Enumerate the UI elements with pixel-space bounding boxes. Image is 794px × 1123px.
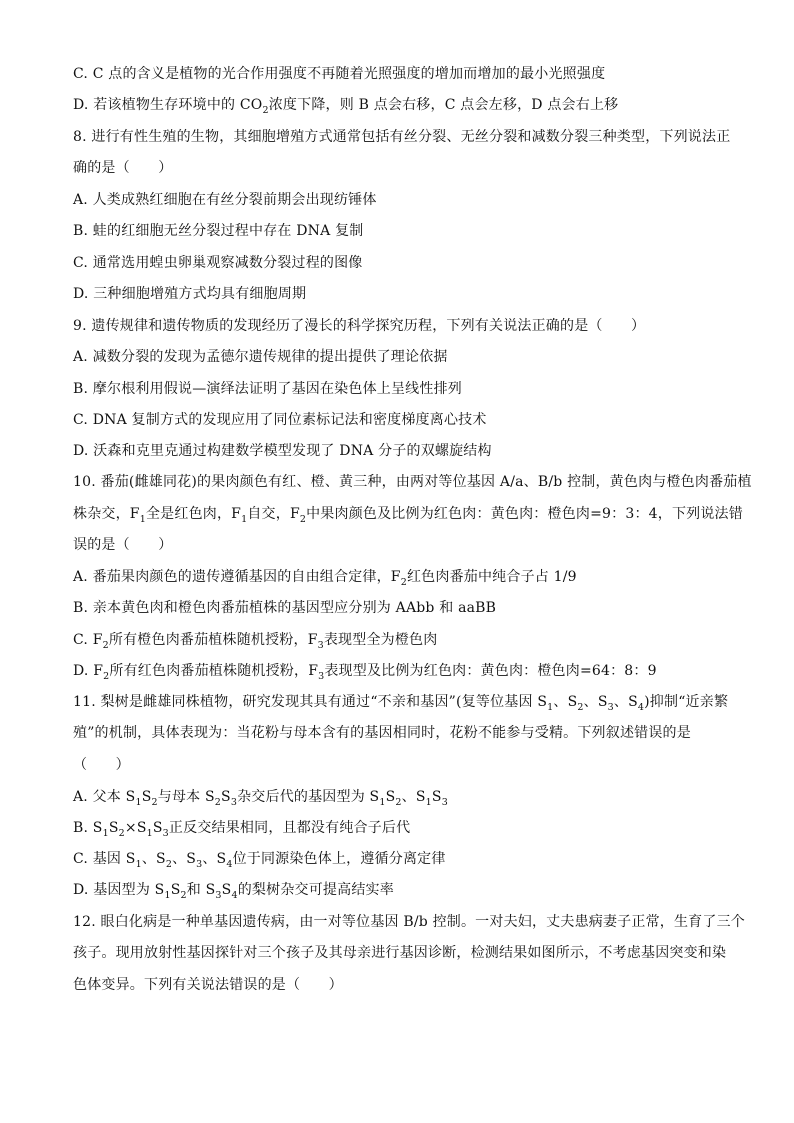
text-line: A. 父本 $S_1S_2$与母本 $S_2S_3$杂交后代的基因型为 $S_1S_2$、$S_1S_3$ <box>73 789 448 808</box>
text-line: 9. 遗传规律和遗传物质的发现经历了漫长的科学探究历程，下列有关说法正确的是（ ） <box>73 318 646 334</box>
text-line: D. 沃森和克里克通过构建数学模型发现了 DNA 分子的双螺旋结构 <box>73 443 492 459</box>
text-line: C. 通常选用蝗虫卵巢观察减数分裂过程的图像 <box>73 255 363 271</box>
text-line: C. $F_2$所有橙色肉番茄植株随机授粉，$F_3$表现型全为橙色肉 <box>73 632 438 651</box>
text-line: C. 基因 $S_1$、$S_2$、$S_3$、$S_4$位于同源染色体上，遵循分离定律 <box>73 851 446 870</box>
text-line: （ ） <box>73 757 130 773</box>
text-line: 株杂交，$F_1$全是红色肉，$F_1$自交，$F_2$中果肉颜色及比例为红色肉：黄色肉：橙色肉=9：3：4，下列说法错 <box>73 506 743 525</box>
text-line: 殖”的机制，具体表现为：当花粉与母本含有的基因相同时，花粉不能参与受精。下列叙述错误的是 <box>73 725 691 741</box>
text-line: 11. 梨树是雌雄同株植物，研究发现其具有通过“不亲和基因”(复等位基因 $S_1$、$S_2$、$S_3$、$S_4$)抑制“近亲繁 <box>73 694 729 713</box>
text-line: C. DNA 复制方式的发现应用了同位素标记法和密度梯度离心技术 <box>73 412 487 428</box>
text-line: 误的是（ ） <box>73 537 173 553</box>
text-line: 12. 眼白化病是一种单基因遗传病，由一对等位基因 B/b 控制。一对夫妇，丈夫患病妻子正常，生育了三个 <box>73 914 745 930</box>
text-line: 孩子。现用放射性基因探针对三个孩子及其母亲进行基因诊断，检测结果如图所示，不考虑基因突变和染 <box>73 945 727 961</box>
text-line: D. 若该植物生存环境中的 $CO_2$浓度下降，则 B 点会右移，C 点会左移，D 点会右上移 <box>73 97 619 116</box>
text-line: D. 基因型为 $S_1S_2$和 $S_3S_4$的梨树杂交可提高结实率 <box>73 882 394 901</box>
text-line: B. 摩尔根利用假说—演绎法证明了基因在染色体上呈线性排列 <box>73 381 462 397</box>
text-line: B. $S_1S_2\times S_1S_3$正反交结果相同，且都没有纯合子后代 <box>73 820 411 839</box>
text-line: B. 蛙的红细胞无丝分裂过程中存在 DNA 复制 <box>73 223 364 239</box>
text-line: B. 亲本黄色肉和橙色肉番茄植株的基因型应分别为 AAbb 和 aaBB <box>73 600 497 616</box>
text-line: A. 番茄果肉颜色的遗传遵循基因的自由组合定律，$F_2$红色肉番茄中纯合子占 1/9 <box>73 569 577 588</box>
text-line: C. C 点的含义是植物的光合作用强度不再随着光照强度的增加而增加的最小光照强度 <box>73 66 606 82</box>
text-line: 10. 番茄(雌雄同花)的果肉颜色有红、橙、黄三种，由两对等位基因 A/a、B/b 控制，黄色肉与橙色肉番茄植 <box>73 474 752 490</box>
text-line: 色体变异。下列有关说法错误的是（ ） <box>73 977 343 993</box>
text-line: A. 减数分裂的发现为孟德尔遗传规律的提出提供了理论依据 <box>73 349 448 365</box>
text-line: D. 三种细胞增殖方式均具有细胞周期 <box>73 286 307 302</box>
text-line: 8. 进行有性生殖的生物，其细胞增殖方式通常包括有丝分裂、无丝分裂和减数分裂三种类型，下列说法正 <box>73 129 731 145</box>
text-line: A. 人类成熟红细胞在有丝分裂前期会出现纺锤体 <box>73 192 377 208</box>
text-line: D. $F_2$所有红色肉番茄植株随机授粉，$F_3$表现型及比例为红色肉：黄色肉：橙色肉=64：8：9 <box>73 663 657 682</box>
text-line: 确的是（ ） <box>73 160 173 176</box>
